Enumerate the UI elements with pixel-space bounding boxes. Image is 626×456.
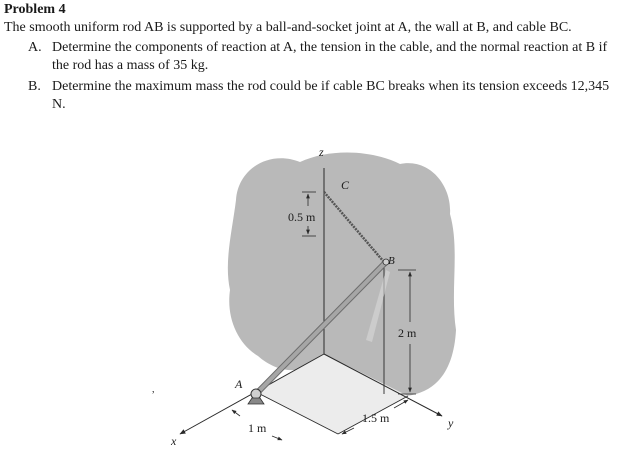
- x-axis-label: x: [171, 434, 177, 448]
- z-axis-label: z: [319, 145, 324, 159]
- part-b-text: Determine the maximum mass the rod could be if cable BC breaks when its tension exceeds 12,345 N.: [52, 79, 610, 112]
- point-c-label: C: [341, 178, 350, 192]
- part-a-text: Determine the components of reaction at A, the tension in the cable, and the normal reaction at B if the rod has a mass of 35 kg.: [52, 40, 608, 73]
- problem-intro: The smooth uniform rod AB is supported by a ball-and-socket joint at A, the wall at B, and cable BC.: [4, 20, 572, 35]
- part-b-marker: B.: [28, 79, 41, 94]
- point-b-label: B: [388, 255, 395, 267]
- part-a-marker: A.: [28, 40, 42, 55]
- dim-x-label: 1 m: [248, 421, 267, 435]
- dim-zc-label: 0.5 m: [288, 210, 316, 224]
- point-a-label: A: [235, 377, 243, 391]
- dim-x-arrow-right: [272, 436, 282, 440]
- dim-h-label: 2 m: [398, 326, 417, 340]
- socket-base: [248, 398, 264, 404]
- problem-title: Problem 4: [4, 2, 66, 17]
- y-axis-label: y: [448, 416, 454, 430]
- ball-socket-a: [251, 389, 261, 399]
- stray-tick: ,: [152, 384, 155, 395]
- dim-x-arrow-left: [232, 410, 240, 416]
- dim-y-label: 1.5 m: [362, 411, 390, 425]
